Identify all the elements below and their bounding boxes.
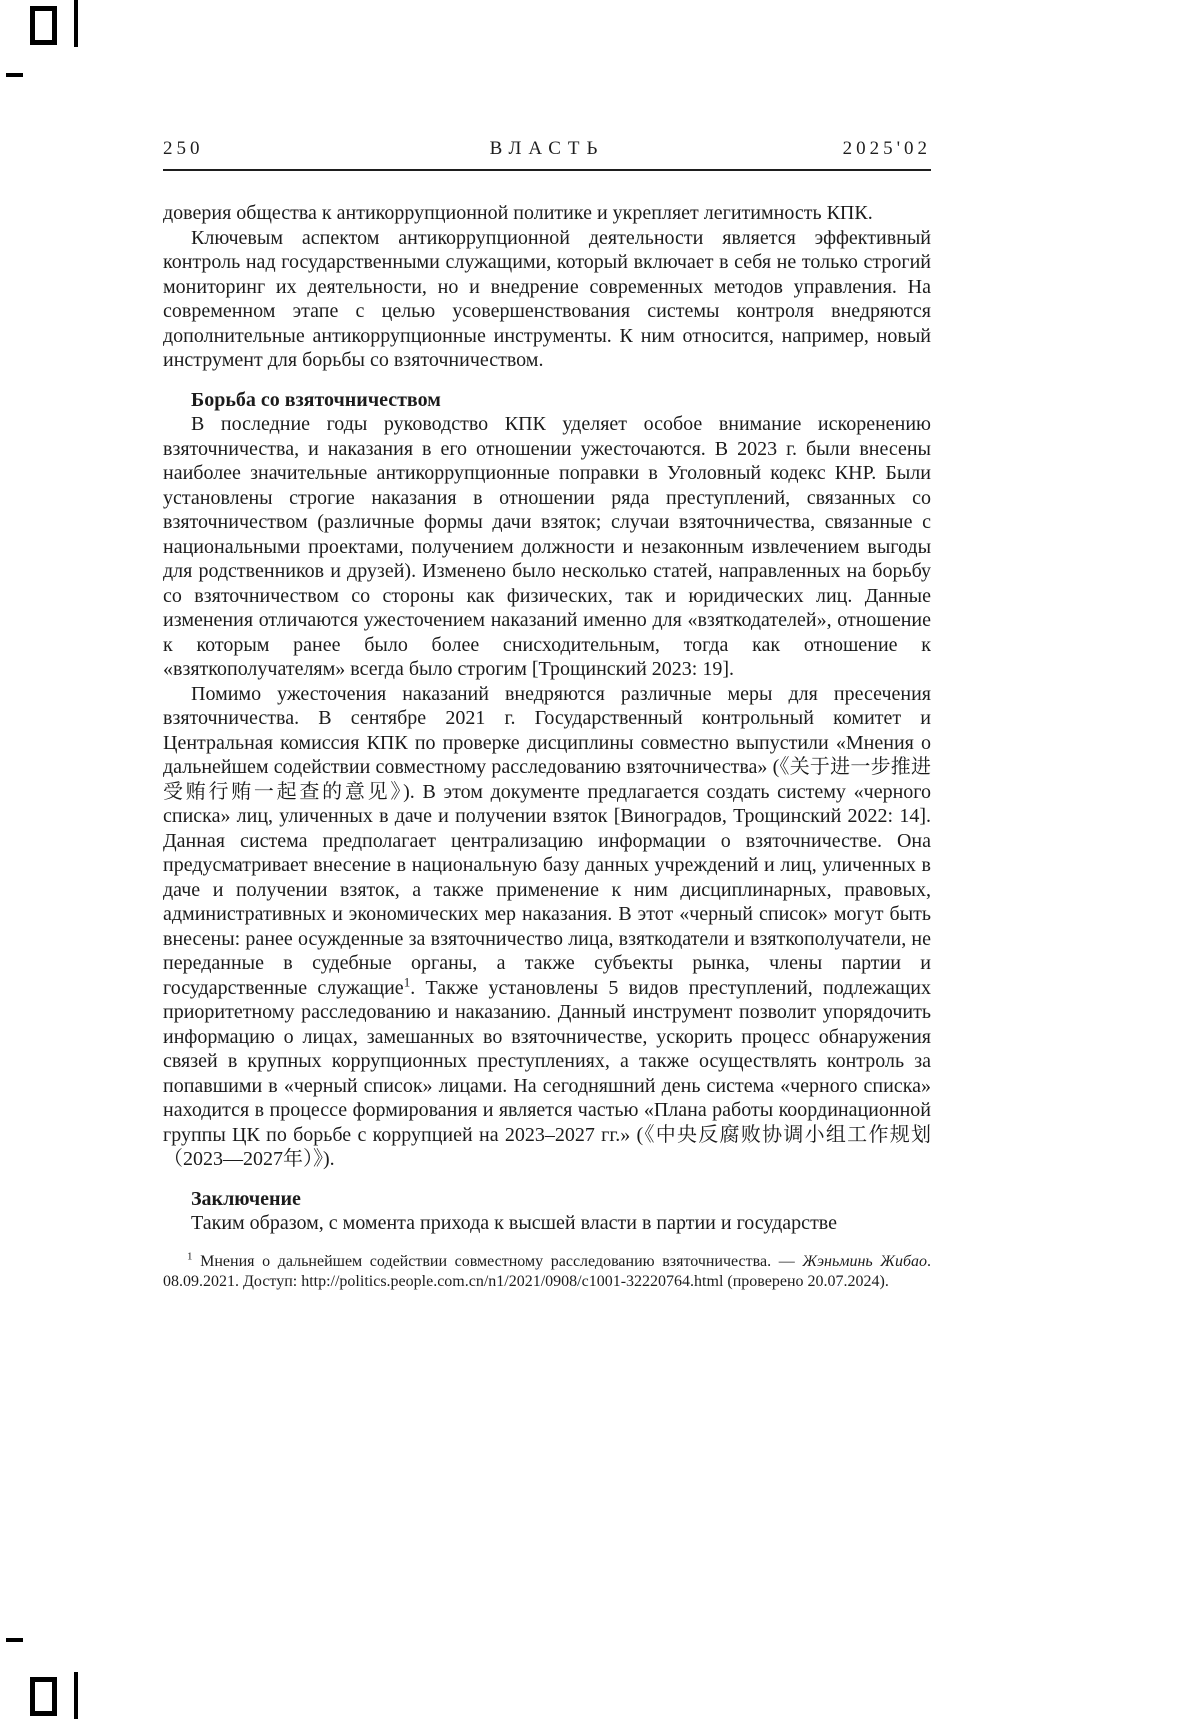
crop-mark-line-top — [74, 0, 78, 47]
footnote-marker: 1 — [187, 1250, 193, 1263]
footnote-source: Жэньминь Жибао — [802, 1252, 928, 1270]
article-body — [163, 201, 931, 1236]
section-heading-bribery: Борьба со взяточничеством — [191, 388, 441, 411]
crop-mark-line-bottom — [74, 1672, 78, 1719]
paragraph-bribery-1: В последние годы руководство КПК уделяет особое внимание искоренению взяточничества, и наказания в его отношении ужесточаются. В 2023 г. были внесены наиболее значительные антикоррупционные поправки в Уголовный кодекс КНР. Были установлены строгие наказания в отношении ряда преступлений, связанных со взяточничеством (различные формы дачи взяток; случаи взяточничества, связанные с национальными проектами, получением должности и незаконным извлечением выгоды для родственников и друзей). Изменено было несколько статей, направленных на борьбу со взяточничеством со стороны как физических, так и юридических лиц. Данные изменения отличаются ужесточением наказаний именно для «взяткодателей», отношение к которым ранее было более снисходительным, тогда как отношение к «взяткополучателям» всегда было строгим [Трощинский 2023: 19]. — [163, 413, 931, 680]
footnote-url: http://politics.people.com.cn/n1/2021/0908/c1001-32220764.html — [301, 1272, 724, 1290]
paragraph-control: Ключевым аспектом антикоррупционной деятельности является эффективный контроль над государственными служащими, который включает в себя не только строгий мониторинг их деятельности, но и внедрение современных методов управления. На современном этапе с целью усовершенствования системы контроля внедряются дополнительные антикоррупционные инструменты. К ним относится, например, новый инструмент для борьбы со взяточничеством. — [163, 226, 931, 371]
paragraph-conclusion: Таким образом, с момента прихода к высшей власти в партии и государстве — [191, 1212, 838, 1234]
footnote-date: . 08.09.2021. Доступ: — [163, 1252, 932, 1290]
paragraph-text-before-ref: Помимо ужесточения наказаний внедряются различные меры для пресечения взяточничества. В сентябре 2021 г. Государственный контрольный комитет и Центральная комиссия КПК по проверке дисциплины совместно выпустили «Мнения о дальнейшем содействии совместному расследованию взяточничества» (《关于进一步推进受贿行贿一起查的意见》). В этом документе предлагается создать систему «черного списка» лиц, уличенных в даче и получении взяток [Виноградов, Трощинский 2022: 14]. Данная система предполагает централизацию информации о взяточничестве. Она предусматривает внесение в национальную базу данных учреждений и лиц, уличенных в даче и получении взяток, а также применение к ним дисциплинарных, правовых, административных и экономических мер наказания. В этот «черный список» могут быть внесены: ранее осужденные за взяточничество лица, взяткодатели и взяткополучатели, не переданные в судебные органы, а также субъекты рынка, члены партии и государственные служащие — [163, 682, 931, 999]
crop-mark-rect-top — [30, 6, 57, 45]
text-column — [163, 138, 931, 1292]
paragraph-text-after-ref: . Также установлены 5 видов преступлений, подлежащих приоритетному расследованию и наказанию. Данный инструмент позволит упорядочить информацию о лицах, замешанных во взяточничестве, ускорить процесс обнаружения связей в крупных коррупционных преступлениях, а также осуществлять контроль за попавшими в «черный список» лицами. На сегодняшний день система «черного списка» находится в процессе формирования и является частью «Плана работы координационной группы ЦК по борьбе с коррупцией на 2023–2027 гг.» (《中央反腐败协调小组工作规划（2023—2027年）》). — [163, 976, 931, 1170]
footnote-reference: 1 — [403, 973, 411, 989]
issue-number: 2025'02 — [842, 138, 931, 159]
footnote-block — [163, 1252, 931, 1292]
paragraph-continuation: доверия общества к антикоррупционной политике и укрепляет легитимность КПК. — [163, 202, 873, 224]
crop-mark-dash-bottom — [6, 1638, 23, 1642]
running-head — [163, 138, 931, 171]
footnote-citation: Мнения о дальнейшем содействии совместному расследованию взяточничества. — — [192, 1252, 803, 1270]
page-number: 250 — [163, 138, 204, 159]
paragraph-bribery-2 — [163, 682, 931, 1172]
footnote-text — [163, 1252, 931, 1292]
footnote-access-note: (проверено 20.07.2024). — [723, 1272, 889, 1290]
section-heading-conclusion: Заключение — [191, 1187, 301, 1210]
journal-title: ВЛАСТЬ — [489, 138, 605, 159]
crop-mark-dash-top — [6, 73, 23, 77]
crop-mark-rect-bottom — [30, 1677, 57, 1716]
